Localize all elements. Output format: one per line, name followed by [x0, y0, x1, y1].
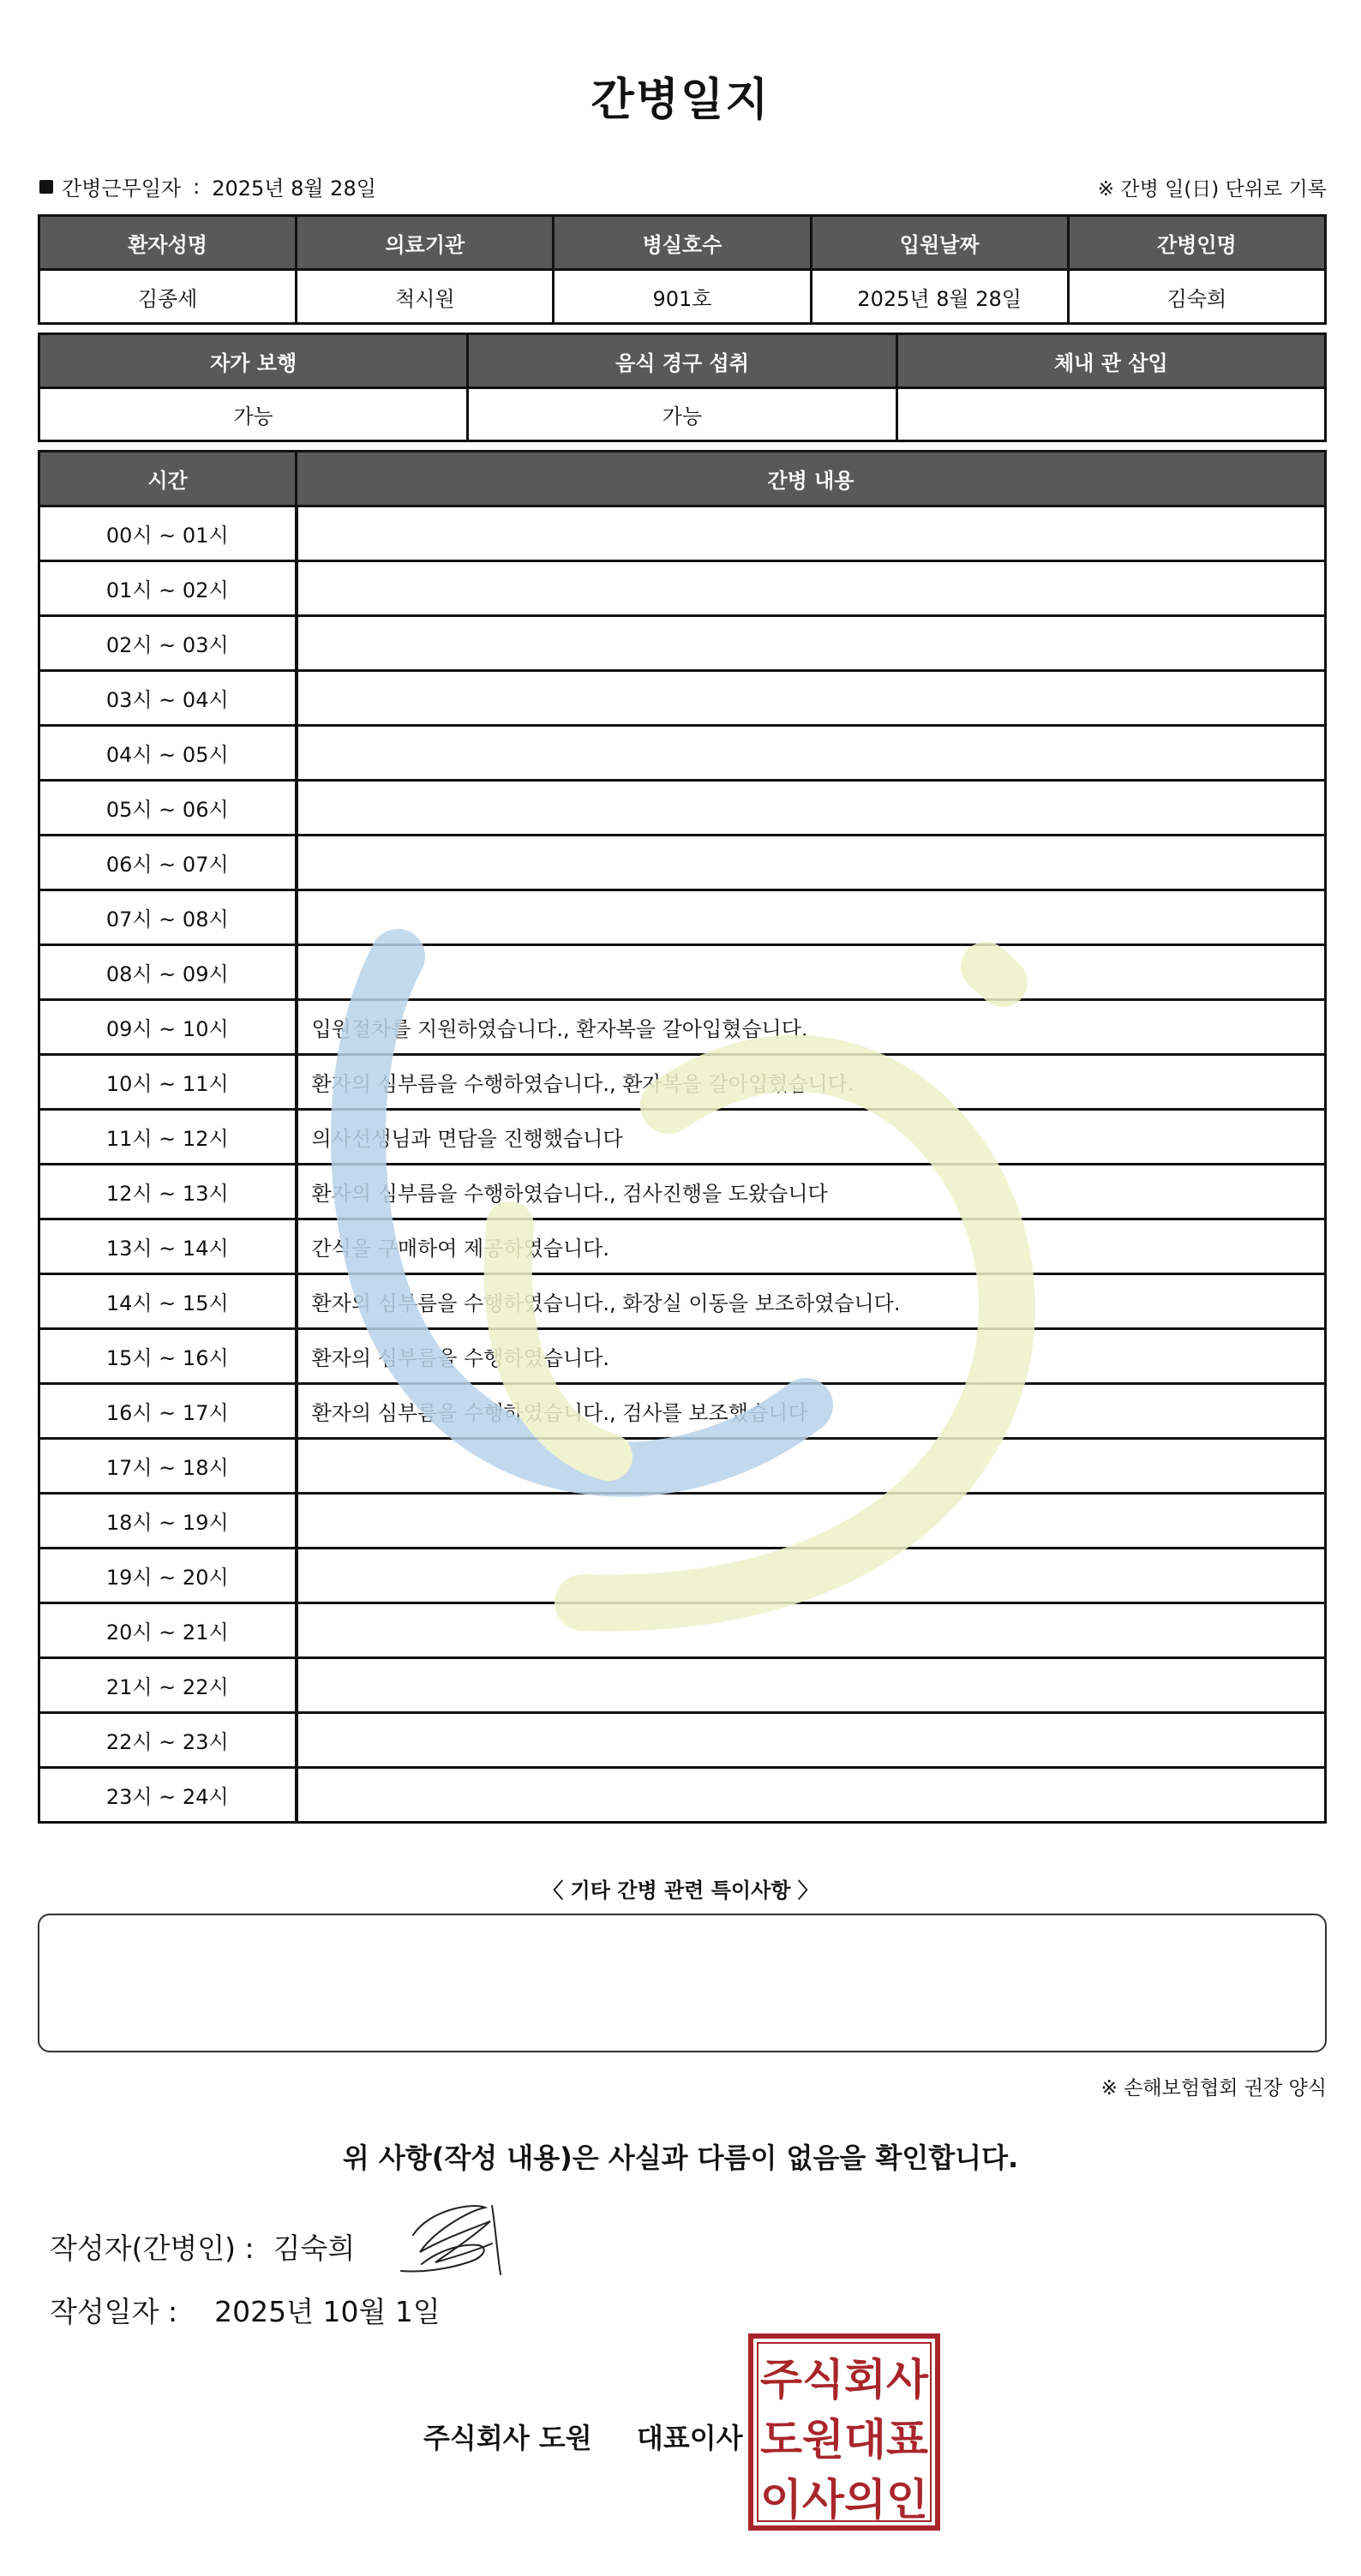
bullet-square-icon [39, 180, 53, 194]
content-cell [297, 616, 1326, 671]
patient-name-value: 김종세 [39, 270, 297, 324]
time-cell: 07시 ~ 08시 [39, 890, 297, 945]
handwritten-signature [396, 2201, 504, 2278]
content-cell [297, 1768, 1326, 1823]
table-row [39, 1329, 1326, 1384]
content-cell: 환자의 심부름을 수행하였습니다., 검사를 보조했습니다 [297, 1384, 1326, 1439]
patient-info-value-row [39, 270, 1326, 324]
content-cell [297, 1549, 1326, 1603]
table-row [39, 1439, 1326, 1494]
content-column-header: 간병 내용 [297, 452, 1326, 506]
table-row [39, 1110, 1326, 1165]
time-cell: 01시 ~ 02시 [39, 561, 297, 616]
content-cell: 입원절차를 지원하였습니다., 환자복을 갈아입혔습니다. [297, 1000, 1326, 1055]
table-row [39, 1219, 1326, 1274]
oral-intake-header: 음식 경구 섭취 [468, 334, 896, 388]
admission-date-value: 2025년 8월 28일 [811, 270, 1068, 324]
company-seal [747, 2333, 941, 2531]
table-row [39, 1549, 1326, 1603]
hospital-value: 척시원 [297, 270, 554, 324]
time-cell: 08시 ~ 09시 [39, 945, 297, 1000]
time-cell: 14시 ~ 15시 [39, 1274, 297, 1329]
table-row [39, 1768, 1326, 1823]
content-cell [297, 1713, 1326, 1768]
care-log-rows [39, 506, 1326, 1823]
notes-box [38, 1914, 1327, 2052]
company-line [423, 2417, 743, 2456]
table-row [39, 890, 1326, 945]
confirmation-statement: 위 사항(작성 내용)은 사실과 다름이 없음을 확인합니다. [342, 2142, 1019, 2174]
table-row [39, 1658, 1326, 1713]
seal-text-line: 주식회사 [760, 2355, 929, 2405]
time-cell: 23시 ~ 24시 [39, 1768, 297, 1823]
time-cell: 16시 ~ 17시 [39, 1384, 297, 1439]
time-cell: 19시 ~ 20시 [39, 1549, 297, 1603]
time-cell: 12시 ~ 13시 [39, 1165, 297, 1219]
content-cell [297, 506, 1326, 561]
care-log-table [38, 450, 1327, 1824]
author-line [50, 2226, 355, 2267]
content-cell: 의사선생님과 면담을 진행했습니다 [297, 1110, 1326, 1165]
patient-info-header-row [39, 216, 1326, 270]
time-cell: 04시 ~ 05시 [39, 726, 297, 781]
care-log-header-row [39, 452, 1326, 506]
table-row [39, 1494, 1326, 1549]
table-row [39, 1000, 1326, 1055]
unit-note: ※ 간병 일(日) 단위로 기록 [1097, 178, 1327, 201]
table-row [39, 945, 1326, 1000]
hospital-header: 의료기관 [297, 216, 554, 270]
time-cell: 09시 ~ 10시 [39, 1000, 297, 1055]
work-date-line [39, 171, 376, 201]
condition-value-row [39, 388, 1326, 441]
table-row [39, 561, 1326, 616]
time-cell: 00시 ~ 01시 [39, 506, 297, 561]
content-cell [297, 836, 1326, 890]
time-cell: 06시 ~ 07시 [39, 836, 297, 890]
content-cell [297, 1439, 1326, 1494]
table-row [39, 616, 1326, 671]
time-cell: 17시 ~ 18시 [39, 1439, 297, 1494]
form-note: ※ 손해보험협회 권장 양식 [1100, 2077, 1327, 2100]
oral-intake-value: 가능 [468, 388, 896, 441]
room-value: 901호 [554, 270, 811, 324]
company-title: 대표이사 [636, 2422, 743, 2454]
page-title: 간병일지 [591, 75, 770, 126]
room-header: 병실호수 [554, 216, 811, 270]
content-cell: 환자의 심부름을 수행하였습니다. [297, 1329, 1326, 1384]
written-date-line [50, 2290, 441, 2330]
content-cell [297, 890, 1326, 945]
table-row [39, 671, 1326, 726]
written-date-label: 작성일자 : [50, 2295, 178, 2328]
content-cell: 간식을 구매하여 제공하였습니다. [297, 1219, 1326, 1274]
time-cell: 05시 ~ 06시 [39, 781, 297, 836]
content-cell [297, 1603, 1326, 1658]
content-cell: 환자의 심부름을 수행하였습니다., 환자복을 갈아입혔습니다. [297, 1055, 1326, 1110]
patient-info-table [38, 214, 1327, 325]
content-cell [297, 726, 1326, 781]
time-cell: 15시 ~ 16시 [39, 1329, 297, 1384]
tube-insertion-header: 체내 관 삽입 [896, 334, 1325, 388]
admission-date-header: 입원날짜 [811, 216, 1068, 270]
time-cell: 02시 ~ 03시 [39, 616, 297, 671]
table-row [39, 1274, 1326, 1329]
time-column-header: 시간 [39, 452, 297, 506]
content-cell [297, 1658, 1326, 1713]
content-cell [297, 781, 1326, 836]
time-cell: 18시 ~ 19시 [39, 1494, 297, 1549]
content-cell [297, 671, 1326, 726]
table-row [39, 726, 1326, 781]
work-date-value: 2025년 8월 28일 [212, 177, 376, 201]
tube-insertion-value [896, 388, 1325, 441]
condition-info-table [38, 332, 1327, 442]
caregiver-header: 간병인명 [1068, 216, 1325, 270]
table-row [39, 1603, 1326, 1658]
time-cell: 21시 ~ 22시 [39, 1658, 297, 1713]
work-date-label: 간병근무일자 [62, 177, 182, 201]
notes-title: 〈 기타 간병 관련 특이사항 〉 [543, 1878, 818, 1902]
table-row [39, 1165, 1326, 1219]
written-date-value: 2025년 10월 1일 [214, 2295, 441, 2328]
time-cell: 10시 ~ 11시 [39, 1055, 297, 1110]
walking-value: 가능 [39, 388, 468, 441]
time-cell: 11시 ~ 12시 [39, 1110, 297, 1165]
patient-name-header: 환자성명 [39, 216, 297, 270]
time-cell: 20시 ~ 21시 [39, 1603, 297, 1658]
content-cell [297, 945, 1326, 1000]
table-row [39, 1384, 1326, 1439]
seal-text-line: 이사의인 [760, 2475, 928, 2525]
table-row [39, 781, 1326, 836]
time-cell: 13시 ~ 14시 [39, 1219, 297, 1274]
content-cell [297, 561, 1326, 616]
table-row [39, 1713, 1326, 1768]
author-label: 작성자(간병인) : [50, 2232, 255, 2265]
time-cell: 22시 ~ 23시 [39, 1713, 297, 1768]
work-date-separator: : [193, 174, 201, 199]
walking-header: 자가 보행 [39, 334, 468, 388]
content-cell [297, 1494, 1326, 1549]
seal-text-line: 도원대표 [760, 2415, 929, 2465]
condition-header-row [39, 334, 1326, 388]
content-cell: 환자의 심부름을 수행하였습니다., 화장실 이동을 보조하였습니다. [297, 1274, 1326, 1329]
company-name: 주식회사 도원 [423, 2422, 592, 2454]
caregiver-value: 김숙희 [1068, 270, 1325, 324]
content-cell: 환자의 심부름을 수행하였습니다., 검사진행을 도왔습니다 [297, 1165, 1326, 1219]
table-row [39, 506, 1326, 561]
table-row [39, 1055, 1326, 1110]
time-cell: 03시 ~ 04시 [39, 671, 297, 726]
table-row [39, 836, 1326, 890]
author-name: 김숙희 [273, 2232, 356, 2265]
